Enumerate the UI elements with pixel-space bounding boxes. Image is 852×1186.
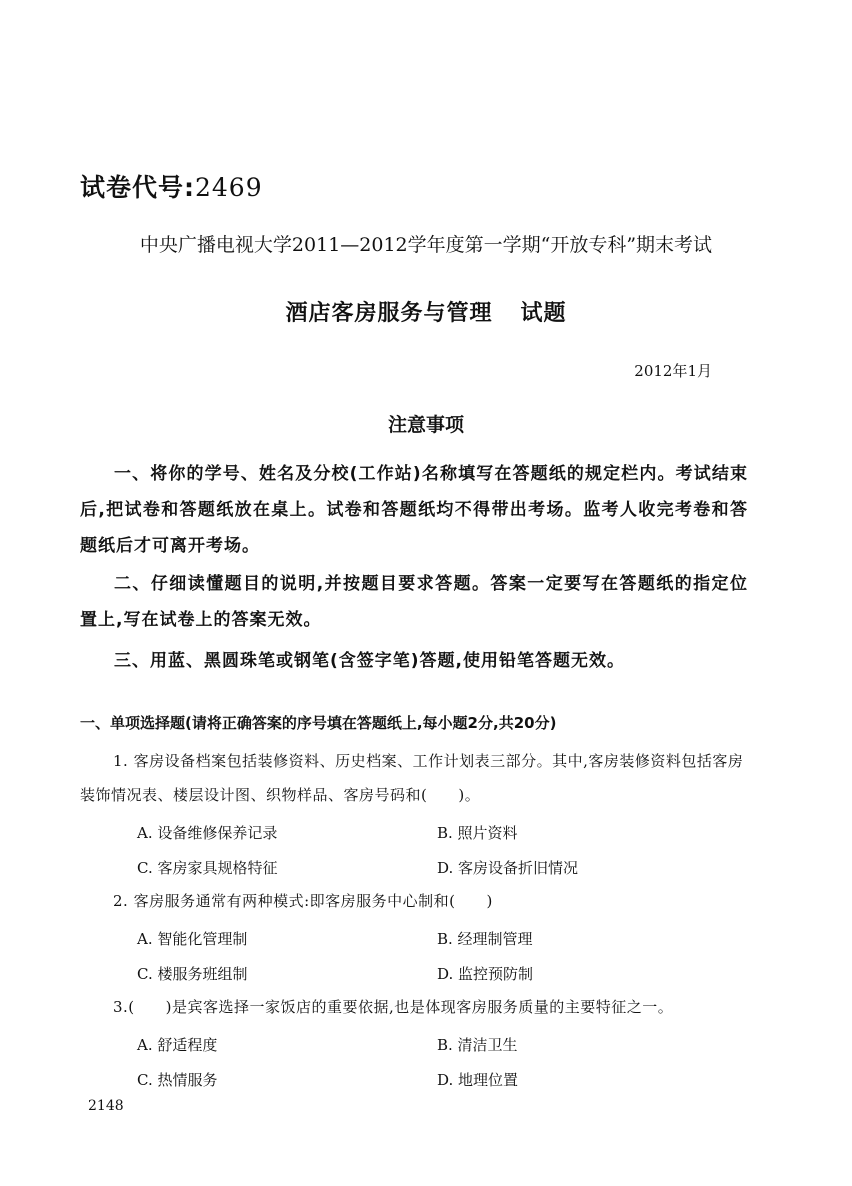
question-2-option-c: C. 楼服务班组制 (137, 965, 248, 983)
question-3-option-c: C. 热情服务 (137, 1071, 218, 1089)
exam-title-suffix: 试题 (520, 301, 567, 326)
exam-date: 2012年1月 (634, 362, 712, 380)
section-title: 一、单项选择题(请将正确答案的序号填在答题纸上,每小题2分,共20分) (80, 714, 557, 732)
exam-name: 中央广播电视大学2011—2012学年度第一学期“开放专科”期末考试 (139, 234, 713, 256)
notice-title: 注意事项 (387, 414, 464, 436)
page-number: 2148 (88, 1098, 124, 1114)
question-3-stem: 3.( )是宾客选择一家饭店的重要依据,也是体现客房服务质量的主要特征之一。 (113, 998, 674, 1016)
question-1-option-a: A. 设备维修保养记录 (137, 824, 278, 842)
question-3-option-a: A. 舒适程度 (137, 1036, 218, 1054)
question-3-option-d: D. 地理位置 (437, 1071, 519, 1089)
question-2-option-d: D. 监控预防制 (437, 965, 534, 983)
paper-code (80, 168, 263, 204)
notice-item-1: 一、将你的学号、姓名及分校(工作站)名称填写在答题纸的规定栏内。考试结束后,把试卷和答题纸放在桌上。试卷和答题纸均不得带出考场。监考人收完考卷和答题纸后才可离开考场。 (80, 464, 748, 556)
question-2-option-b: B. 经理制管理 (437, 930, 533, 948)
question-1-option-c: C. 客房家具规格特征 (137, 859, 278, 877)
paper-code-value: 2469 (195, 173, 263, 202)
question-1-option-b: B. 照片资料 (437, 824, 518, 842)
notice-item-3: 三、用蓝、黑圆珠笔或钢笔(含签字笔)答题,使用铅笔答题无效。 (114, 651, 625, 671)
exam-title (0, 296, 852, 327)
notice-item-2: 二、仔细读懂题目的说明,并按题目要求答题。答案一定要写在答题纸的指定位置上,写在试卷上的答案无效。 (80, 574, 748, 630)
exam-title-main: 酒店客房服务与管理 (285, 301, 493, 326)
paper-code-label: 试卷代号: (80, 173, 195, 202)
question-1-option-d: D. 客房设备折旧情况 (437, 859, 579, 877)
question-2-stem: 2. 客房服务通常有两种模式:即客房服务中心制和( ) (113, 892, 493, 910)
question-3-option-b: B. 清洁卫生 (437, 1036, 518, 1054)
question-1-stem: 1. 客房设备档案包括装修资料、历史档案、工作计划表三部分。其中,客房装修资料包括客房装饰情况表、楼层设计图、织物样品、客房号码和( )。 (80, 752, 744, 804)
question-2-option-a: A. 智能化管理制 (137, 930, 248, 948)
